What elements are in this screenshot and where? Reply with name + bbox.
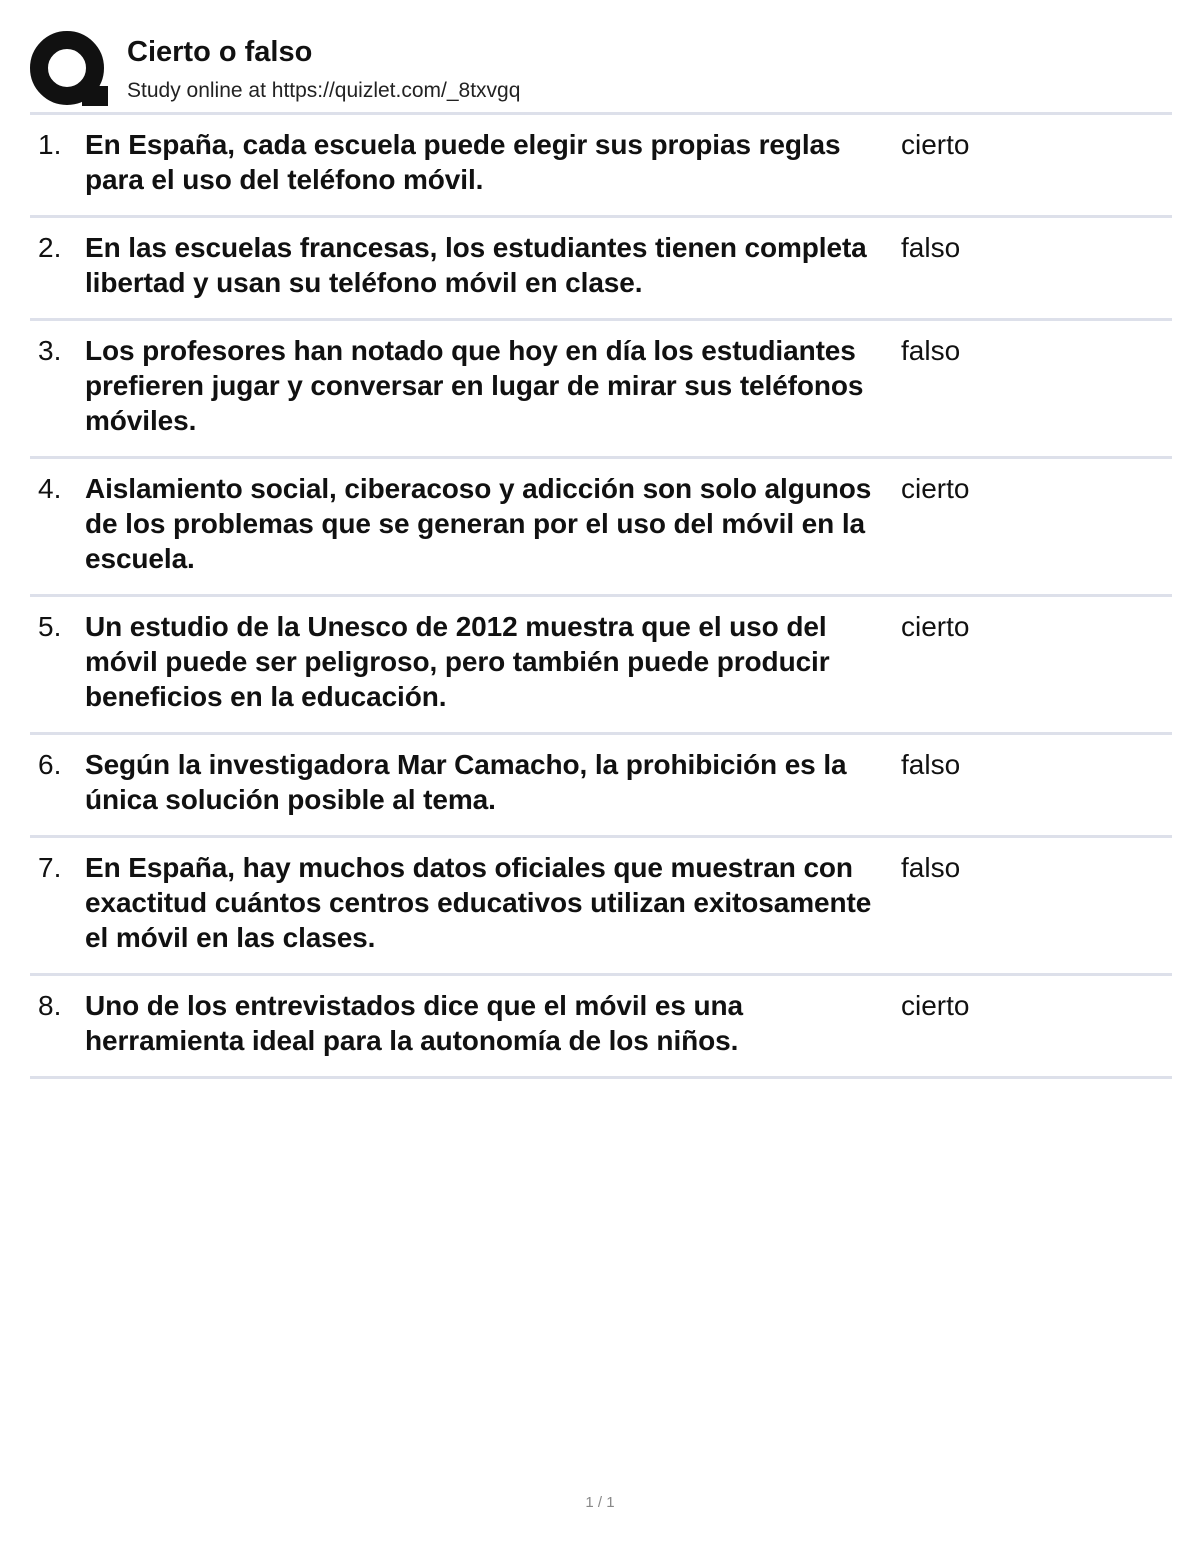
card-definition: falso	[901, 749, 961, 780]
page-indicator: 1 / 1	[585, 1494, 615, 1511]
card-row	[30, 115, 1172, 218]
card-definition: cierto	[901, 990, 970, 1021]
card-term: Según la investigadora Mar Camacho, la prohibición es la única solución posible al tema.	[85, 749, 847, 815]
card-number: 5.	[38, 611, 62, 642]
card-row	[30, 218, 1172, 321]
card-definition: falso	[901, 335, 961, 366]
page-title: Cierto o falso	[127, 36, 313, 68]
card-term: Los profesores han notado que hoy en día los estudiantes prefieren jugar y conversar en lugar de mirar sus teléfonos móviles.	[85, 335, 864, 436]
card-row	[30, 838, 1172, 976]
card-term: En España, cada escuela puede elegir sus propias reglas para el uso del teléfono móvil.	[85, 129, 841, 195]
card-row	[30, 976, 1172, 1079]
card-number: 4.	[38, 473, 62, 504]
card-definition: falso	[901, 852, 961, 883]
card-list	[30, 112, 1172, 1079]
card-definition: falso	[901, 232, 961, 263]
card-number: 2.	[38, 232, 62, 263]
card-term: Un estudio de la Unesco de 2012 muestra que el uso del móvil puede ser peligroso, pero también puede producir beneficios en la educación.	[85, 611, 830, 712]
card-number: 1.	[38, 129, 62, 160]
card-term: Aislamiento social, ciberacoso y adicción son solo algunos de los problemas que se generan por el uso del móvil en la escuela.	[85, 473, 872, 574]
quizlet-logo-icon	[30, 30, 108, 108]
card-term: En España, hay muchos datos oficiales que muestran con exactitud cuántos centros educativos utilizan exitosamente el móvil en las clases.	[85, 852, 872, 953]
card-row	[30, 735, 1172, 838]
study-link: Study online at https://quizlet.com/_8txvgq	[127, 79, 521, 102]
card-definition: cierto	[901, 129, 970, 160]
page-header	[30, 30, 1172, 108]
card-row	[30, 597, 1172, 735]
card-term: En las escuelas francesas, los estudiantes tienen completa libertad y usan su teléfono móvil en clase.	[85, 232, 867, 298]
card-row	[30, 459, 1172, 597]
card-number: 7.	[38, 852, 62, 883]
card-number: 8.	[38, 990, 62, 1021]
card-definition: cierto	[901, 611, 970, 642]
card-number: 3.	[38, 335, 62, 366]
card-number: 6.	[38, 749, 62, 780]
card-row	[30, 321, 1172, 459]
card-term: Uno de los entrevistados dice que el móvil es una herramienta ideal para la autonomía de los niños.	[85, 990, 743, 1056]
card-definition: cierto	[901, 473, 970, 504]
